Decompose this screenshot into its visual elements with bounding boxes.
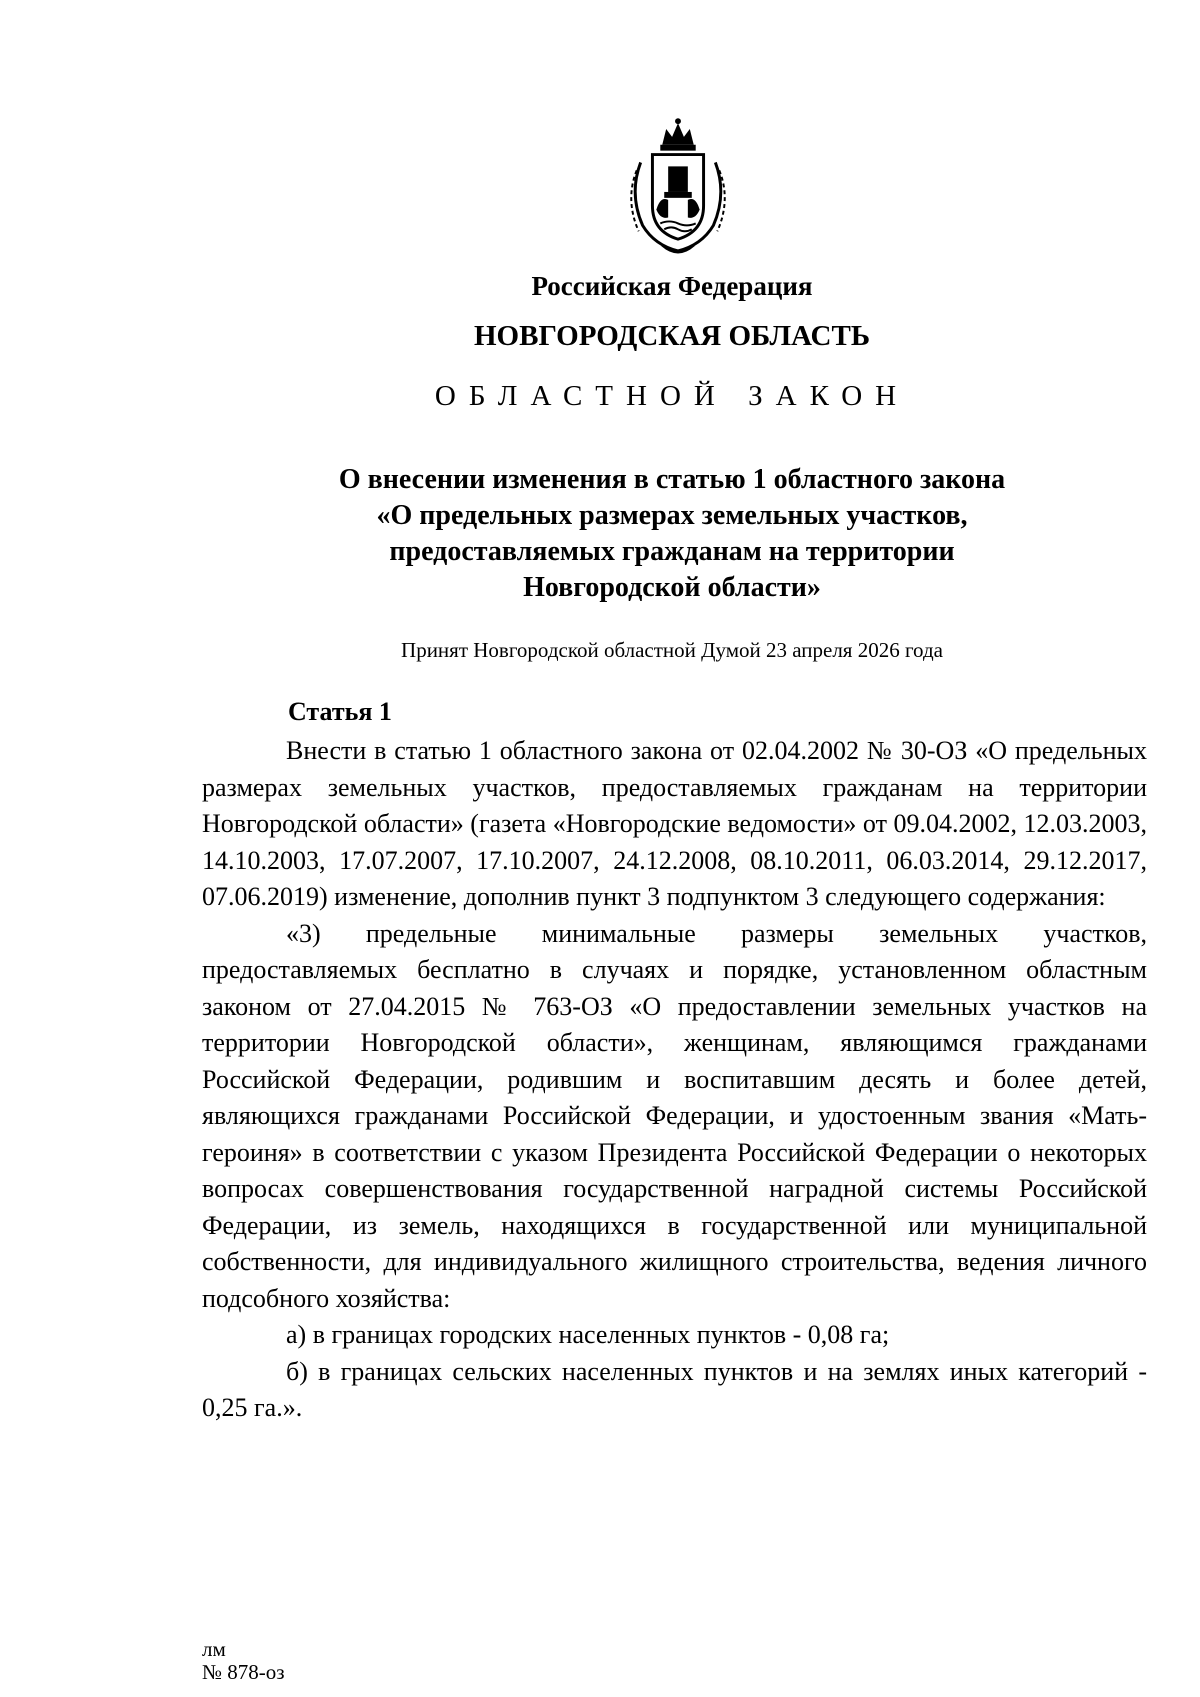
law-title-line: «О предельных размерах земельных участков,: [376, 500, 968, 531]
article-paragraph: «3) предельные минимальные размеры земельных участков, предоставляемых бесплатно в случаях и порядке, установленном областным законом от 27.04.2015 № 763-ОЗ «О предоставлении земельных участков на территории Новгородской области», женщинам, являющимся гражданами Российской Федерации, родившим и воспитавшим десять и более детей, являющихся гражданами Российской Федерации, и удостоенным звания «Мать-героиня» в соответствии с указом Президента Российской Федерации о некоторых вопросах совершенствования государственной наградной системы Российской Федерации, из земель, находящихся в государственной или муниципальной собственности, для индивидуального жилищного строительства, ведения личного подсобного хозяйства:: [202, 918, 1147, 1313]
article-body: [202, 733, 1147, 1427]
law-title-line: предоставляемых гражданам на территории: [389, 536, 955, 567]
region-name: НОВГОРОДСКАЯ ОБЛАСТЬ: [473, 320, 871, 352]
article-heading: Статья 1: [288, 697, 392, 726]
law-number: № 878-оз: [202, 1660, 285, 1684]
law-title: [240, 462, 1104, 606]
footer-initials: лм: [202, 1637, 226, 1661]
law-title-line: О внесении изменения в статью 1 областного закона: [338, 464, 1006, 495]
country-name: Российская Федерация: [531, 271, 813, 301]
adoption-note: Принят Новгородской областной Думой 23 апреля 2026 года: [401, 638, 943, 662]
article-paragraph: а) в границах городских населенных пунктов - 0,08 га;: [286, 1320, 890, 1349]
article-paragraph: б) в границах сельских населенных пунктов и на землях иных категорий - 0,25 га.».: [202, 1356, 1147, 1422]
law-title-line: Новгородской области»: [523, 572, 821, 603]
document-type: ОБЛАСТНОЙ ЗАКОН: [434, 380, 910, 412]
footer-registration: [202, 1638, 285, 1684]
article-paragraph: Внести в статью 1 областного закона от 02.04.2002 № 30-ОЗ «О предельных размерах земельных участков, предоставляемых гражданам на территории Новгородской области» (газета «Новгородские ведомости» от 09.04.2002, 12.03.2003, 14.10.2003, 17.07.2007, 17.10.2007, 24.12.2008, 08.10.2011, 06.03.2014, 29.12.2017, 07.06.2019) изменение, дополнив пункт 3 подпунктом 3 следующего содержания:: [202, 736, 1147, 911]
coat-of-arms-icon: [619, 114, 737, 264]
